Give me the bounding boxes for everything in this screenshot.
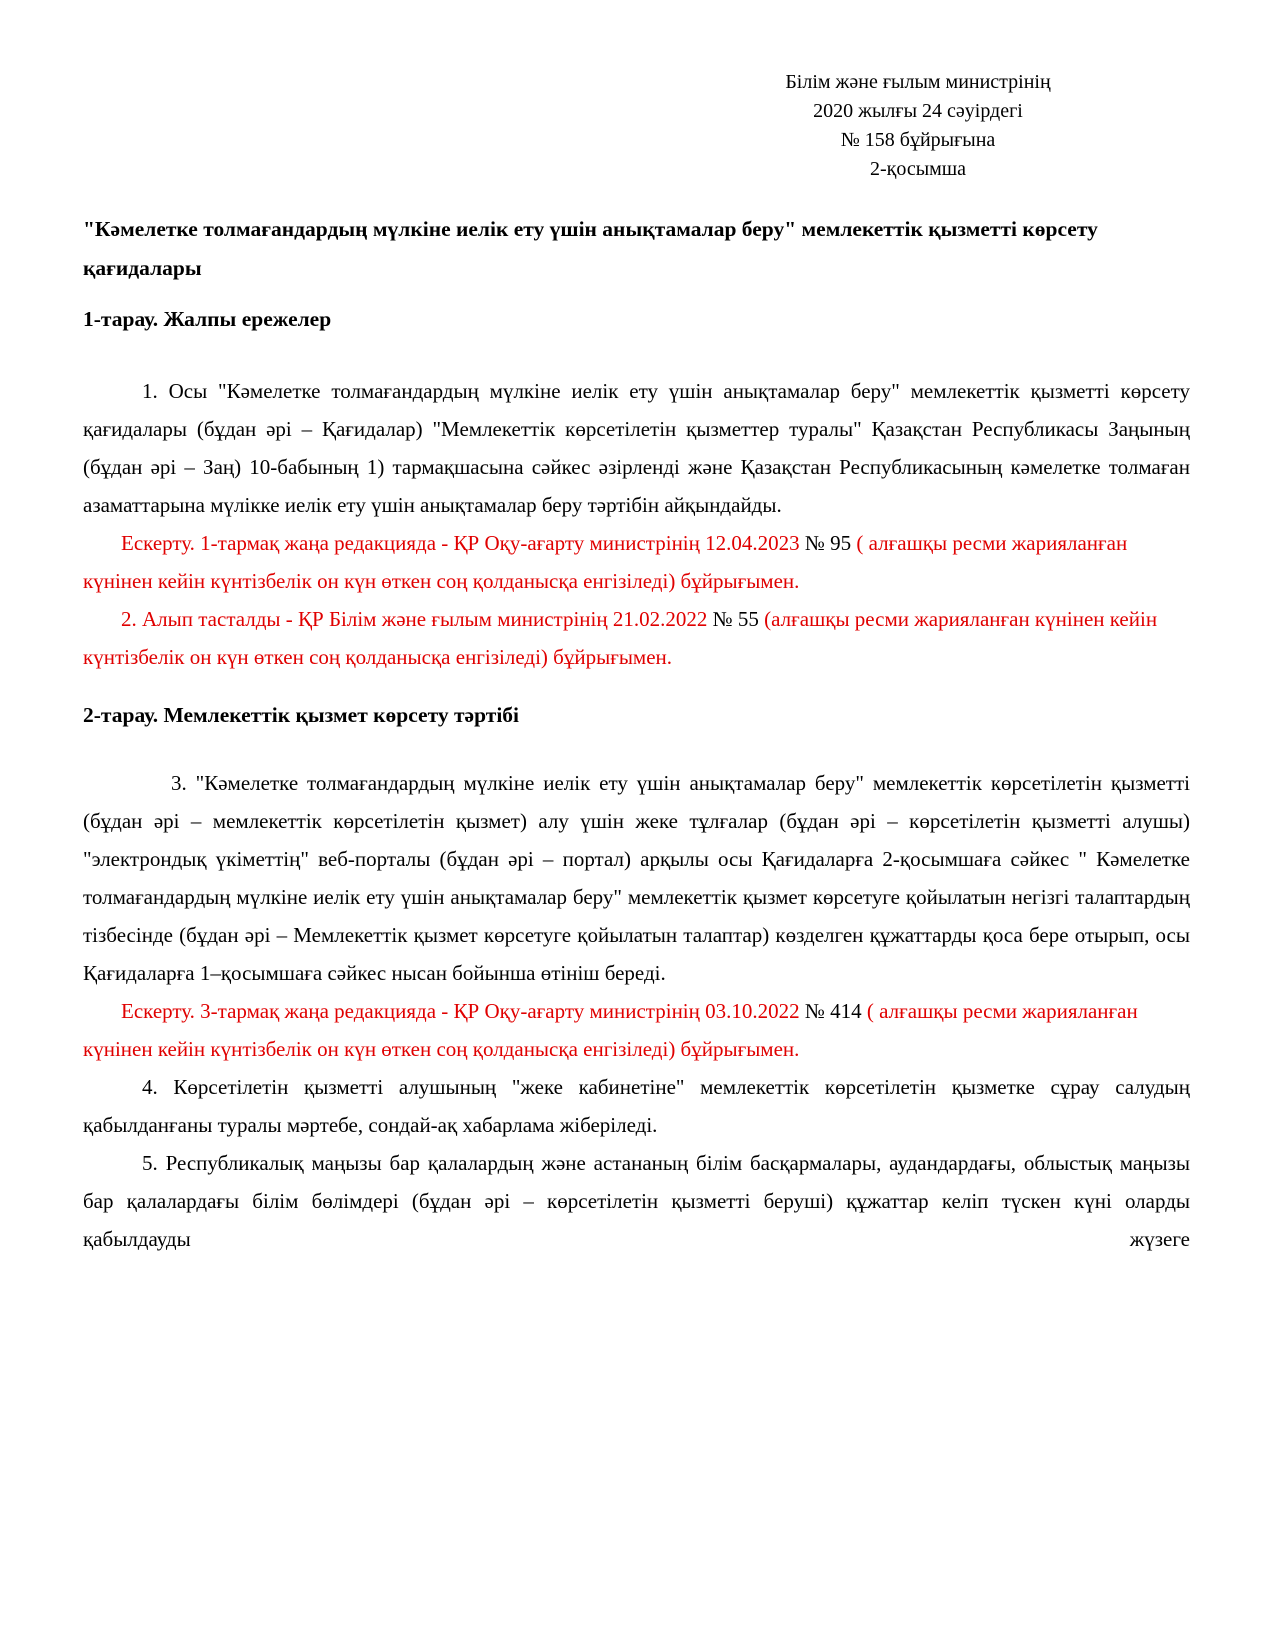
header-line-order-number: № 158 бұйрығына	[840, 129, 996, 151]
header-line-date: 2020 жылғы 24 сәуірдегі	[813, 100, 1023, 122]
amendment-note-3	[83, 992, 1190, 1068]
paragraph-3: 3. "Кәмелетке толмағандардың мүлкіне иелік ету үшін анықтамалар беру" мемлекеттік көрсетілетін қызметті (бұдан әрі – мемлекеттік көрсетілетін қызмет) алу үшін жеке тұлғалар (бұдан әрі – көрсетілетін қызметті алушы) "электрондық үкіметтің" веб-порталы (бұдан әрі – портал) арқылы осы Қағидаларға 2-қосымшаға сәйкес " Кәмелетке толмағандардың мүлкіне иелік ету үшін анықтамалар беру" мемлекеттік қызмет көрсетуге қойылатын негізгі талаптардың тізбесінде (бұдан әрі – Мемлекеттік қызмет көрсетуге қойылатын талаптар) көзделген құжаттарды қоса бере отырып, осы Қағидаларға 1–қосымшаға сәйкес нысан бойынша өтініш береді.	[83, 771, 1190, 985]
note-2-segment-red-tail: (алғашқы ресми жарияланған күнінен кейін күнтізбелік он күн өткен соң қолданысқа енгізіледі) бұйрығымен.	[83, 607, 1158, 669]
header-line-ministry: Білім және ғылым министрінің	[785, 71, 1051, 93]
note-2-order-number: № 55	[712, 607, 759, 631]
note-1-segment-red: Ескерту. 1-тармақ жаңа редакцияда - ҚР Оқу-ағарту министрінің 12.04.2023	[121, 531, 805, 555]
note-3-segment-red: Ескерту. 3-тармақ жаңа редакцияда - ҚР Оқу-ағарту министрінің 03.10.2022	[121, 999, 805, 1023]
chapter-2-heading: 2-тарау. Мемлекеттік қызмет көрсету тәртібі	[83, 703, 520, 727]
note-1-order-number: № 95	[804, 531, 852, 555]
note-3-segment-red-tail: ( алғашқы ресми жарияланған күнінен кейін күнтізбелік он күн өткен соң қолданысқа енгізіледі) бұйрығымен.	[83, 999, 1138, 1061]
note-3-order-number: № 414	[804, 999, 862, 1023]
amendment-note-2	[83, 600, 1190, 676]
header-line-appendix: 2-қосымша	[869, 158, 967, 180]
amendment-note-1	[83, 524, 1190, 600]
note-1-segment-red-tail: ( алғашқы ресми жарияланған күнінен кейін күнтізбелік он күн өткен соң қолданысқа енгізіледі) бұйрығымен.	[83, 531, 1128, 593]
order-reference-header	[708, 68, 1128, 184]
document-title: "Кәмелетке толмағандардың мүлкіне иелік ету үшін анықтамалар беру" мемлекеттік қызметті көрсету қағидалары	[83, 217, 1098, 280]
note-2-segment-red: 2. Алып тасталды - ҚР Білім және ғылым министрінің 21.02.2022	[121, 607, 713, 631]
paragraph-5: 5. Республикалық маңызы бар қалалардың және астананың білім басқармалары, аудандардағы, облыстық маңызы бар қалалардағы білім бөлімдері (бұдан әрі – көрсетілетін қызметті беруші) құжаттар келіп түскен күні оларды қабылдауды жүзеге	[83, 1151, 1190, 1251]
chapter-1-heading: 1-тарау. Жалпы ережелер	[83, 307, 332, 331]
paragraph-1: 1. Осы "Кәмелетке толмағандардың мүлкіне иелік ету үшін анықтамалар беру" мемлекеттік қызметті көрсету қағидалары (бұдан әрі – Қағидалар) "Мемлекеттік көрсетілетін қызметтер туралы" Қазақстан Республикасы Заңының (бұдан әрі – Заң) 10-бабының 1) тармақшасына сәйкес әзірленді және Қазақстан Республикасының кәмелетке толмаған азаматтарына мүлікке иелік ету үшін анықтамалар беру тәртібін айқындайды.	[83, 379, 1190, 517]
paragraph-4: 4. Көрсетілетін қызметті алушының "жеке кабинетіне" мемлекеттік көрсетілетін қызметке сұрау салудың қабылданғаны туралы мәртебе, сондай-ақ хабарлама жіберіледі.	[83, 1075, 1190, 1137]
